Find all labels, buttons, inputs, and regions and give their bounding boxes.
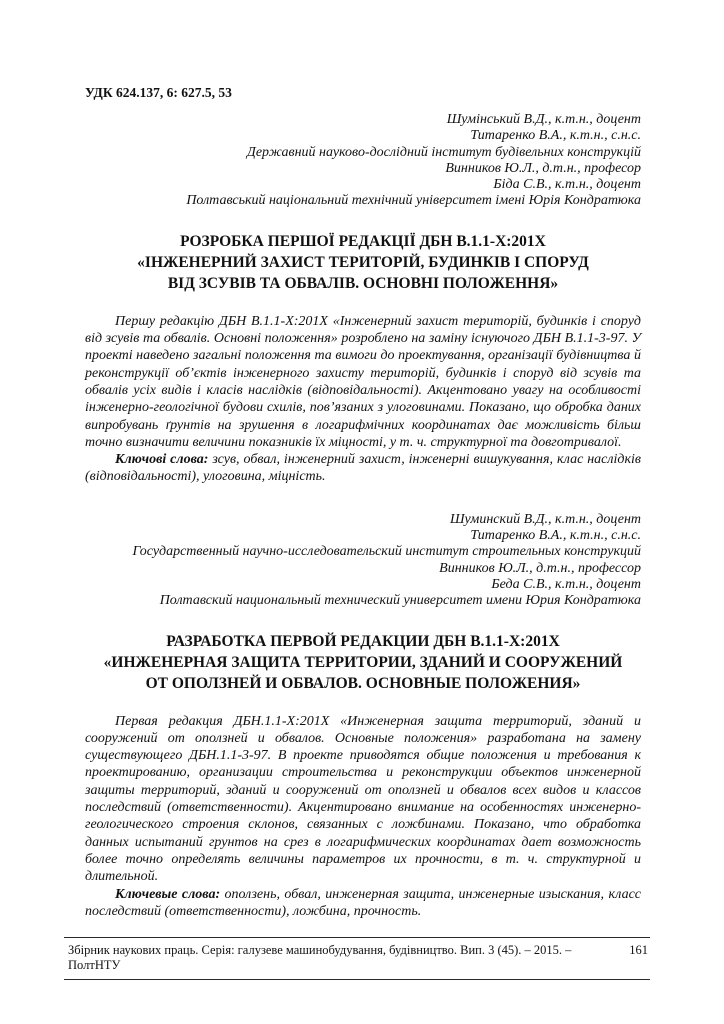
abstract-ua: Першу редакцію ДБН В.1.1-Х:201Х «Інженерний захист територій, будинків і споруд від зсувів та обвалів. Основні положення» розроблено на заміну існуючого ДБН В.1.1-3-97. У проекті наведено загальні положення та вимоги до проектування, організації будівництва й реконструкції об’єктів інженерного захисту територій, будинків і споруд від зсувів та обвалів усіх видів і класів наслідків (відповідальності). Акцентовано увагу на особливості інженерно-геологічної будови схилів, пов’язаних з улоговинами. Показано, що обробка даних випробувань ґрунтів на зрушення в логарифмічних координатах дає можливість більш точно визначити величини показників їх міцності, у т. ч. структурної та довготривалої. (85, 313, 641, 450)
abstract-ru: Первая редакция ДБН.1.1-Х:201Х «Инженерная защита территорий, зданий и сооружений от оползней и обвалов. Основные положения» разработана на замену существующего ДБН.1.1-3-97. В проекте приводятся общие положения и требования к проектированию, организации строительства и реконструкции объектов инженерной защиты территорий, зданий и сооружений от оползней и обвалов всех видов и классов последствий (ответственности). Акцентировано внимание на особенностях инженерно-геологического строения склонов, связанных с ложбинами. Показано, что обработка данных испытаний грунтов на срез в логарифмических координатах дает возможность более точно определять величины параметров их прочности, в т. ч. структурной и длительной. (85, 713, 641, 885)
authors-block-ru (85, 512, 641, 610)
title-line: РАЗРАБОТКА ПЕРВОЙ РЕДАКЦИИ ДБН В.1.1-Х:201Х (166, 632, 560, 650)
title-line: «ИНЖЕНЕРНАЯ ЗАЩИТА ТЕРРИТОРИИ, ЗДАНИЙ И СООРУЖЕНИЙ (103, 653, 623, 671)
affiliation-line: Полтавский национальный технический университет имени Юрия Кондратюка (159, 593, 641, 609)
authors-block-ua (85, 112, 641, 210)
title-line: ВІД ЗСУВІВ ТА ОБВАЛІВ. ОСНОВНІ ПОЛОЖЕННЯ» (167, 274, 559, 292)
keywords-label-ru: Ключевые слова: (115, 886, 221, 902)
author-line: Біда С.В., к.т.н., доцент (493, 177, 641, 193)
paper-title-ru (85, 631, 641, 694)
affiliation-line: Державний науково-дослідний інститут будівельних конструкцій (246, 144, 641, 160)
title-line: ОТ ОПОЛЗНЕЙ И ОБВАЛОВ. ОСНОВНЫЕ ПОЛОЖЕНИЯ» (145, 674, 581, 692)
affiliation-line: Полтавський національний технічний університет імені Юрія Кондратюка (186, 193, 641, 209)
keywords-text-ua: зсув, обвал, інженерний захист, інженерні вишукування, клас наслідків (відповідальності), улоговина, міцність. (85, 452, 641, 485)
author-line: Шумінський В.Д., к.т.н., доцент (446, 112, 641, 127)
page-number: 161 (629, 943, 648, 957)
keywords-ua (85, 451, 641, 486)
keywords-label-ua: Ключові слова: (115, 452, 209, 468)
author-line: Винников Ю.Л., д.т.н., профессор (439, 560, 641, 576)
title-line: РОЗРОБКА ПЕРШОЇ РЕДАКЦІЇ ДБН В.1.1-Х:201Х (180, 232, 546, 250)
page-footer (64, 937, 650, 980)
author-line: Титаренко В.А., к.т.н., с.н.с. (470, 128, 641, 144)
keywords-ru (85, 886, 641, 921)
page-content (85, 84, 641, 920)
author-line: Шуминский В.Д., к.т.н., доцент (449, 511, 641, 527)
paper-title-ua (85, 231, 641, 294)
title-line: «ІНЖЕНЕРНИЙ ЗАХИСТ ТЕРИТОРІЙ, БУДИНКІВ І СПОРУД (137, 253, 589, 271)
author-line: Титаренко В.А., к.т.н., с.н.с. (470, 528, 641, 544)
author-line: Винников Ю.Л., д.т.н., професор (445, 160, 641, 176)
journal-citation: Збірник наукових праць. Серія: галузеве машинобудування, будівництво. Вип. 3 (45). – 2015. – ПолтНТУ (68, 943, 572, 972)
keywords-text-ru: оползень, обвал, инженерная защита, инженерные изыскания, класс последствий (ответственности), ложбина, прочность. (85, 886, 641, 919)
affiliation-line: Государственный научно-исследовательский институт строительных конструкций (132, 544, 641, 560)
udc-code: УДК 624.137, 6: 627.5, 53 (85, 85, 232, 100)
author-line: Беда С.В., к.т.н., доцент (491, 576, 641, 592)
